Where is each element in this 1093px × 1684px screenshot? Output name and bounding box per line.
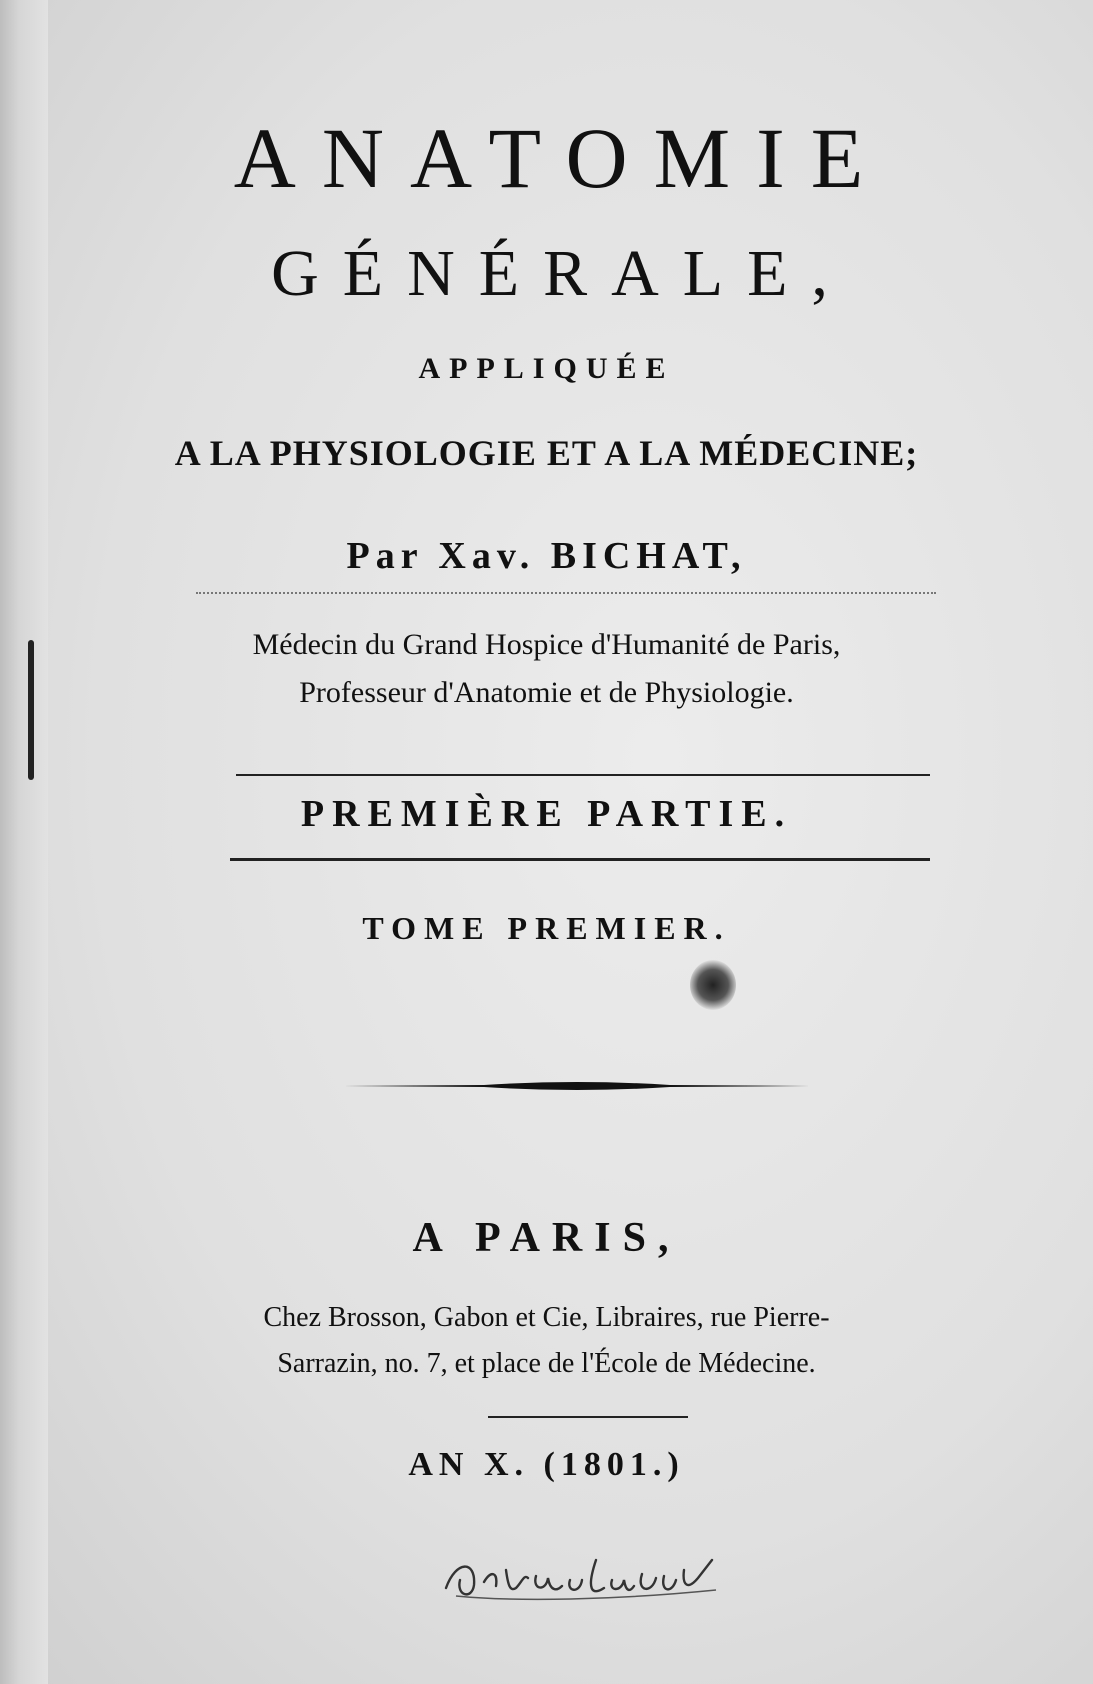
imprint-date: AN X. (1801.) <box>408 1446 685 1483</box>
rule-above-part <box>236 774 930 776</box>
author-byline: Par Xav. BICHAT, <box>346 535 747 577</box>
main-title-line2: GÉNÉRALE, <box>271 237 852 310</box>
handwritten-signature <box>436 1530 726 1610</box>
short-rule <box>488 1416 688 1418</box>
ink-blot <box>690 960 736 1010</box>
part-heading: PREMIÈRE PARTIE. <box>300 793 793 835</box>
dotted-rule <box>196 592 936 594</box>
author-affiliation-1: Médecin du Grand Hospice d'Humanité de Paris, <box>252 628 841 661</box>
ornamental-swell-rule <box>344 1079 810 1093</box>
subtitle-physiology: A LA PHYSIOLOGIE ET A LA MÉDECINE; <box>174 433 919 473</box>
publisher-line-1: Chez Brosson, Gabon et Cie, Libraires, rue Pierre- <box>263 1302 830 1333</box>
volume-heading: TOME PREMIER. <box>362 910 731 946</box>
rule-below-part <box>230 858 930 861</box>
subtitle-applied: APPLIQUÉE <box>418 352 675 385</box>
imprint-place: A PARIS, <box>412 1215 681 1261</box>
author-affiliation-2: Professeur d'Anatomie et de Physiologie. <box>299 676 794 709</box>
main-title: ANATOMIE <box>233 110 890 206</box>
publisher-line-2: Sarrazin, no. 7, et place de l'École de Médecine. <box>277 1348 816 1379</box>
